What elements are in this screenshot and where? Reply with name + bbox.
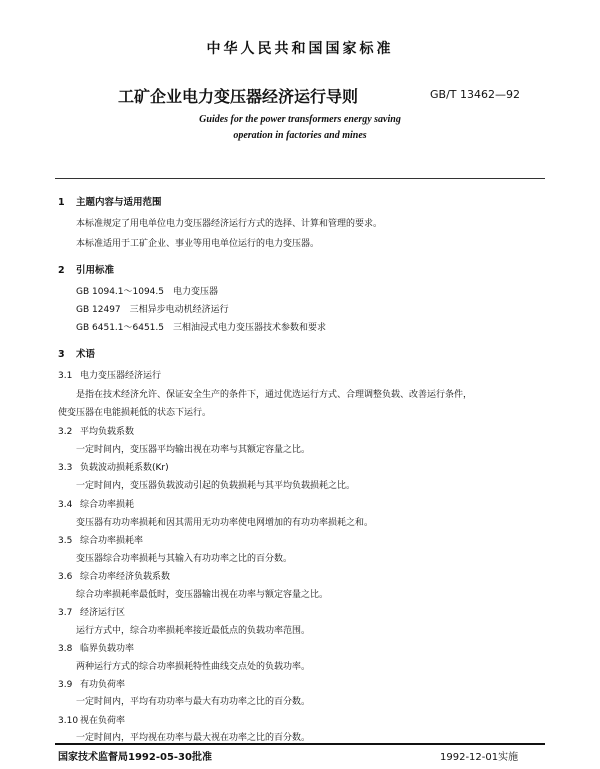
term-heading	[58, 713, 125, 726]
term-heading	[58, 533, 143, 546]
header-divider	[55, 178, 545, 179]
term-name: 综合功率损耗	[80, 500, 135, 510]
standard-type-heading: 中华人民共和国国家标准	[206, 41, 394, 57]
term-definition: 是指在技术经济允许、保证安全生产的条件下，通过优选运行方式、合理调整负载、改善运行条件，	[76, 390, 473, 400]
term-name: 平均负载系数	[80, 427, 135, 437]
term-name: 负载波动损耗系数(Kr)	[80, 463, 169, 473]
term-heading	[58, 677, 125, 690]
term-number: 3.4	[58, 500, 73, 510]
term-heading	[58, 605, 125, 618]
reference-item: GB 6451.1～6451.5 三相油浸式电力变压器技术参数和要求	[76, 323, 326, 333]
english-title-line-1: Guides for the power transformers energy saving	[199, 114, 401, 125]
term-number: 3.1	[58, 371, 73, 381]
term-heading	[58, 460, 169, 473]
section-title: 主题内容与适用范围	[76, 197, 162, 208]
term-definition: 一定时间内，平均有功功率与最大有功功率之比的百分数。	[76, 697, 311, 707]
term-number: 3.9	[58, 680, 73, 690]
term-definition: 一定时间内，变压器负载波动引起的负载损耗与其平均负载损耗之比。	[76, 481, 356, 491]
term-name: 临界负载功率	[80, 644, 135, 654]
paragraph: 本标准规定了用电单位电力变压器经济运行方式的选择、计算和管理的要求。	[76, 219, 383, 229]
term-definition: 一定时间内，平均视在功率与最大视在功率之比的百分数。	[76, 733, 311, 743]
section-heading	[58, 262, 114, 276]
term-heading	[58, 497, 134, 510]
section-heading	[58, 346, 95, 360]
section-heading	[58, 194, 162, 208]
term-number: 3.5	[58, 536, 73, 546]
term-definition: 运行方式中，综合功率损耗率接近最低点的负载功率范围。	[76, 626, 311, 636]
approval-line: 国家技术监督局1992-05-30批准	[58, 752, 212, 763]
term-heading	[58, 641, 134, 654]
term-definition: 两种运行方式的综合功率损耗特性曲线交点处的负载功率。	[76, 662, 311, 672]
term-name: 综合功率经济负载系数	[80, 572, 171, 582]
term-number: 3.8	[58, 644, 73, 654]
term-name: 视在负荷率	[80, 716, 126, 726]
term-name: 经济运行区	[80, 608, 126, 618]
english-title-line-2: operation in factories and mines	[233, 130, 367, 141]
reference-item: GB 12497 三相异步电动机经济运行	[76, 305, 229, 315]
term-name: 综合功率损耗率	[80, 536, 144, 546]
term-name: 电力变压器经济运行	[80, 371, 162, 381]
document-title: 工矿企业电力变压器经济运行导则	[118, 87, 359, 106]
term-heading	[58, 424, 134, 437]
term-definition: 变压器综合功率损耗与其输入有功功率之比的百分数。	[76, 554, 293, 564]
term-heading	[58, 368, 161, 381]
term-definition-cont: 使变压器在电能损耗低的状态下运行。	[58, 408, 212, 418]
term-definition: 综合功率损耗率最低时，变压器输出视在功率与额定容量之比。	[76, 590, 329, 600]
standard-number: GB/T 13462—92	[430, 88, 520, 101]
implementation-date: 1992-12-01实施	[440, 752, 519, 763]
section-number: 1	[58, 197, 65, 208]
term-definition: 变压器有功功率损耗和因其需用无功功率使电网增加的有功功率损耗之和。	[76, 518, 374, 528]
term-number: 3.2	[58, 427, 73, 437]
section-title: 术语	[76, 349, 96, 360]
section-title: 引用标准	[76, 265, 115, 276]
term-number: 3.10	[58, 716, 79, 726]
reference-item: GB 1094.1～1094.5 电力变压器	[76, 287, 218, 297]
term-definition: 一定时间内，变压器平均输出视在功率与其额定容量之比。	[76, 445, 311, 455]
section-number: 2	[58, 265, 65, 276]
term-number: 3.6	[58, 572, 73, 582]
paragraph: 本标准适用于工矿企业、事业等用电单位运行的电力变压器。	[76, 239, 320, 249]
section-number: 3	[58, 349, 65, 360]
footer-divider	[55, 743, 545, 745]
term-number: 3.3	[58, 463, 73, 473]
term-name: 有功负荷率	[80, 680, 126, 690]
term-number: 3.7	[58, 608, 73, 618]
term-heading	[58, 569, 170, 582]
